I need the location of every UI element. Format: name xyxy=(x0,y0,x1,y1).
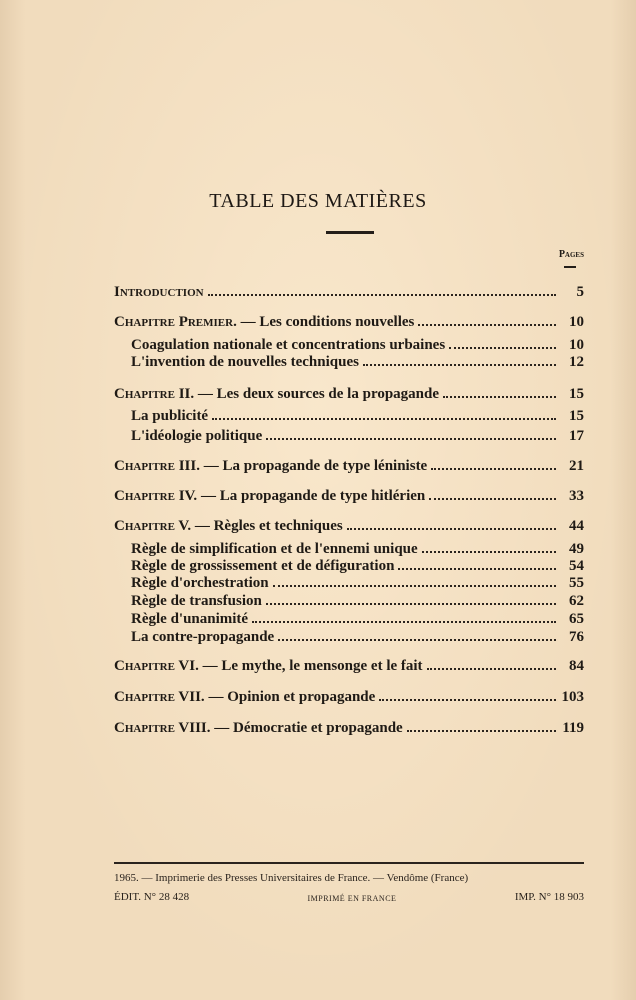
chapter-prefix: Chapitre V. xyxy=(114,518,192,534)
toc-chapter-entry xyxy=(114,314,584,330)
entry-title xyxy=(114,488,425,504)
chapter-title: — Les deux sources de la propagande xyxy=(194,386,440,402)
toc-chapter-entry xyxy=(114,284,584,300)
entry-title xyxy=(114,518,343,534)
page-number: 65 xyxy=(569,611,584,627)
imprint-number: IMP. N° 18 903 xyxy=(514,891,584,903)
chapter-prefix: Chapitre Premier. xyxy=(114,314,237,330)
dot-leader xyxy=(266,601,556,605)
entry-title: Règle de grossissement et de défiguration xyxy=(131,558,395,574)
toc-chapter-entry xyxy=(114,720,584,736)
entry-title: L'idéologie politique xyxy=(131,428,263,444)
colophon-printer: 1965. — Imprimerie des Presses Universitaires de France. — Vendôme (France) xyxy=(114,872,469,884)
page-number: 15 xyxy=(569,386,584,402)
dot-leader xyxy=(212,416,556,420)
page-number: 21 xyxy=(569,458,584,474)
toc-chapter-entry xyxy=(114,386,584,402)
dot-leader xyxy=(379,697,556,701)
page-number: 103 xyxy=(561,689,584,705)
toc-section-entry xyxy=(131,541,584,557)
page-number: 15 xyxy=(569,408,584,424)
page-number: 84 xyxy=(569,658,584,674)
toc-section-entry xyxy=(131,428,584,444)
entry-title: Règle de simplification et de l'ennemi unique xyxy=(131,541,418,557)
entry-title: Règle de transfusion xyxy=(131,593,262,609)
page-number: 119 xyxy=(562,720,584,736)
entry-title: La publicité xyxy=(131,408,209,424)
title-rule xyxy=(326,231,374,234)
chapter-title: — Le mythe, le mensonge et le fait xyxy=(198,658,423,674)
dot-leader xyxy=(398,566,556,570)
chapter-title: — Démocratie et propagande xyxy=(210,720,403,736)
dot-leader xyxy=(273,583,556,587)
page-number: 44 xyxy=(569,518,584,534)
dot-leader xyxy=(407,728,556,732)
entry-title xyxy=(114,658,423,674)
toc-chapter-entry xyxy=(114,488,584,504)
page-number: 49 xyxy=(569,541,584,557)
toc-section-entry xyxy=(131,337,584,353)
dot-leader xyxy=(449,345,556,349)
chapter-title: — Règles et techniques xyxy=(191,518,343,534)
entry-title: Règle d'unanimité xyxy=(131,611,249,627)
page-number: 54 xyxy=(569,558,584,574)
toc-section-entry xyxy=(131,611,584,627)
page-number: 33 xyxy=(569,488,584,504)
pages-column-header: Pages xyxy=(558,249,584,260)
toc-chapter-entry xyxy=(114,518,584,534)
toc-chapter-entry xyxy=(114,658,584,674)
page-number: 5 xyxy=(576,284,584,300)
chapter-title: — La propagande de type léniniste xyxy=(199,458,428,474)
chapter-prefix: Introduction xyxy=(114,284,204,300)
toc-section-entry xyxy=(131,354,584,370)
chapter-prefix: Chapitre VI. xyxy=(114,658,199,674)
toc-chapter-entry xyxy=(114,689,584,705)
chapter-prefix: Chapitre IV. xyxy=(114,488,198,504)
toc-chapter-entry xyxy=(114,458,584,474)
dot-leader xyxy=(443,394,556,398)
dot-leader xyxy=(278,637,556,641)
dot-leader xyxy=(363,362,556,366)
page-number: 62 xyxy=(569,593,584,609)
entry-title xyxy=(114,689,375,705)
entry-title: Coagulation nationale et concentrations urbaines xyxy=(131,337,446,353)
page-title: TABLE DES MATIÈRES xyxy=(209,190,427,212)
edition-number: ÉDIT. N° 28 428 xyxy=(114,891,190,903)
chapter-title: — Opinion et propagande xyxy=(204,689,376,705)
entry-title: L'invention de nouvelles techniques xyxy=(131,354,359,370)
colophon-rule xyxy=(114,862,584,864)
entry-title xyxy=(114,284,204,300)
toc-section-entry xyxy=(131,558,584,574)
toc-section-entry xyxy=(131,408,584,424)
entry-title: La contre-propagande xyxy=(131,629,275,645)
chapter-prefix: Chapitre II. xyxy=(114,386,195,402)
page-number: 10 xyxy=(569,337,584,353)
chapter-prefix: Chapitre III. xyxy=(114,458,200,474)
toc-section-entry xyxy=(131,629,584,645)
page-number: 17 xyxy=(569,428,584,444)
dot-leader xyxy=(347,526,556,530)
colophon-numbers xyxy=(114,891,584,903)
page-number: 12 xyxy=(569,354,584,370)
page-number: 76 xyxy=(569,629,584,645)
printed-in-france: IMPRIMÉ EN FRANCE xyxy=(307,894,397,903)
dot-leader xyxy=(427,666,556,670)
pages-dash xyxy=(564,266,576,268)
dot-leader xyxy=(431,466,556,470)
toc-section-entry xyxy=(131,575,584,591)
entry-title xyxy=(114,458,427,474)
entry-title xyxy=(114,720,403,736)
dot-leader xyxy=(208,292,556,296)
dot-leader xyxy=(252,619,556,623)
page-number: 55 xyxy=(569,575,584,591)
dot-leader xyxy=(418,322,556,326)
dot-leader xyxy=(266,436,556,440)
entry-title xyxy=(114,314,414,330)
chapter-title: — La propagande de type hitlérien xyxy=(197,488,426,504)
chapter-title: — Les conditions nouvelles xyxy=(236,314,415,330)
entry-title xyxy=(114,386,439,402)
entry-title: Règle d'orchestration xyxy=(131,575,269,591)
dot-leader xyxy=(429,496,556,500)
dot-leader xyxy=(422,549,556,553)
chapter-prefix: Chapitre VIII. xyxy=(114,720,211,736)
toc-section-entry xyxy=(131,593,584,609)
page-number: 10 xyxy=(569,314,584,330)
chapter-prefix: Chapitre VII. xyxy=(114,689,205,705)
